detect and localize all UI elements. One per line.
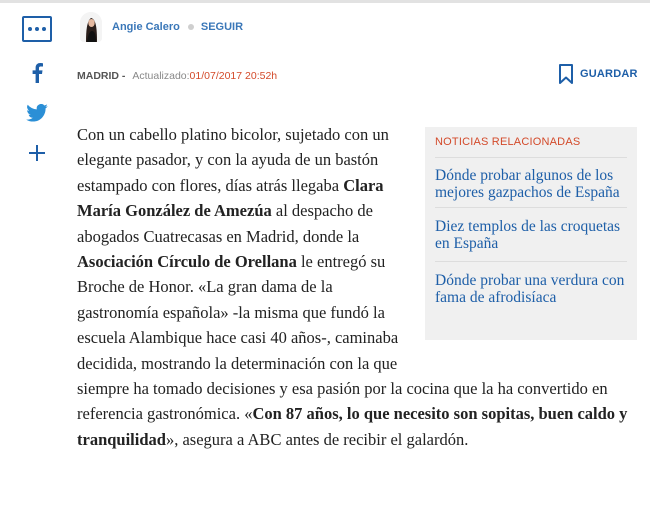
byline (80, 12, 243, 42)
related-news-heading: NOTICIAS RELACIONADAS (435, 127, 627, 158)
twitter-share-button[interactable] (20, 98, 54, 128)
follow-button[interactable]: SEGUIR (200, 21, 244, 33)
related-news-link[interactable]: Dónde probar algunos de los mejores gazpachos de España (435, 167, 620, 201)
paragraph-text: Con un cabello platino bicolor, sujetado con un elegante pasador, y con la ayuda de un bastón estampado con flores, días atrás llegaba (77, 125, 389, 195)
more-share-button[interactable] (20, 138, 54, 168)
updated-label: Actualizado: (132, 70, 190, 82)
related-news-link[interactable]: Dónde probar una verdura con fama de afrodisíaca (435, 272, 625, 306)
article-body (77, 122, 640, 452)
related-news-link[interactable]: Diez templos de las croquetas en España (435, 218, 621, 252)
paragraph-text: al despacho de abogados Cuatrecasas en Madrid, donde la (77, 201, 373, 246)
highlight-quote: Con 87 años, lo que necesito son sopitas, buen caldo y tranquilidad (77, 404, 628, 449)
related-box-spacer (418, 122, 640, 360)
save-label: GUARDAR (580, 68, 638, 80)
comments-icon (22, 16, 52, 42)
separator-dot (188, 24, 194, 30)
facebook-icon (31, 63, 43, 83)
paragraph-text: », asegura a ABC antes de recibir el galardón. (165, 429, 469, 449)
save-button[interactable] (558, 64, 638, 84)
updated-date: 01/07/2017 20:52h (189, 70, 278, 82)
paragraph-text: le entregó su Broche de Honor. «La gran dama de la gastronomía española» -la misma que fundó la escuela Alambique hace casi 40 años-, caminaba decidida, mostrando la determinación con la que siempre ha tomado decisiones y esa pasión por la cocina que la ha convertido en referencia gastronómica. « (77, 252, 608, 424)
facebook-share-button[interactable] (20, 58, 54, 88)
article-meta (77, 70, 277, 82)
comments-button[interactable] (20, 14, 54, 44)
twitter-icon (26, 104, 48, 122)
bookmark-icon (558, 64, 574, 84)
highlight-organization: Asociación Círculo de Orellana (77, 252, 297, 272)
top-rule (0, 0, 650, 3)
plus-icon (29, 145, 45, 161)
author-name-link[interactable]: Angie Calero (112, 21, 180, 33)
highlight-name: Clara María González de Amezúa (77, 175, 384, 221)
dateline-city: MADRID - (77, 70, 126, 82)
author-avatar[interactable] (80, 12, 102, 42)
